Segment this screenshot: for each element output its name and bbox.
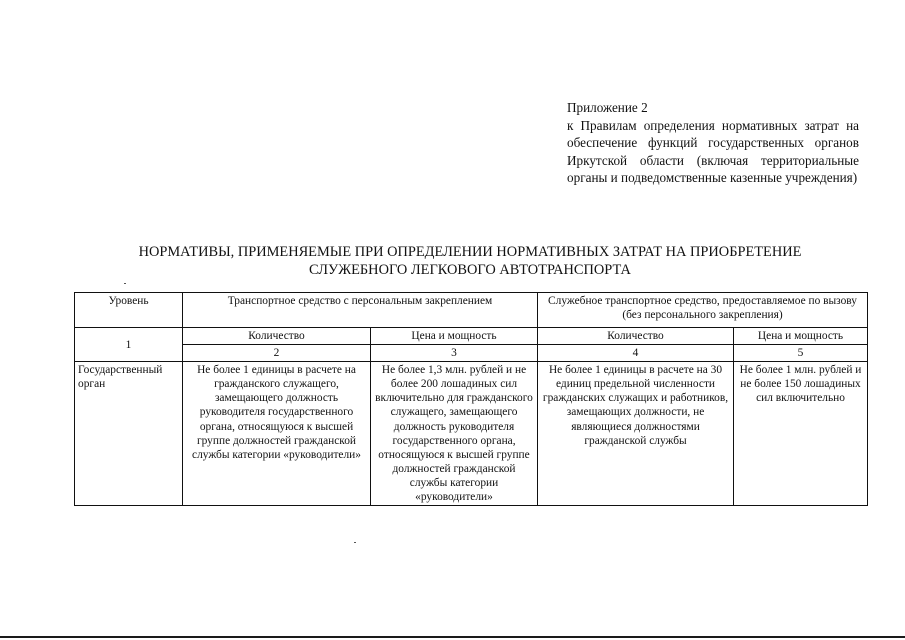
column-number-5: 5	[734, 345, 868, 362]
header-personal-price-power: Цена и мощность	[371, 328, 538, 345]
norms-table	[74, 292, 868, 506]
row-level-cell: Государственный орган	[75, 362, 183, 506]
scan-speck	[124, 283, 126, 284]
document-title-line-1: НОРМАТИВЫ, ПРИМЕНЯЕМЫЕ ПРИ ОПРЕДЕЛЕНИИ НОРМАТИВНЫХ ЗАТРАТ НА ПРИОБРЕТЕНИЕ	[138, 244, 802, 260]
document-title	[70, 243, 870, 279]
table-row	[75, 362, 868, 506]
header-on-call-quantity: Количество	[538, 328, 734, 345]
header-on-call-price-power: Цена и мощность	[734, 328, 868, 345]
column-number-2: 2	[183, 345, 371, 362]
scan-speck	[354, 542, 356, 543]
annex-block	[567, 99, 859, 187]
annex-body: к Правилам определения нормативных затрат на обеспечение функций государственных органов Иркутской области (включая территориальные органы и подведомственные казенные учреждения)	[567, 117, 859, 185]
column-numbers-row	[75, 345, 868, 362]
table-subheader-row	[75, 328, 868, 345]
column-number-3: 3	[371, 345, 538, 362]
column-number-1: 1	[75, 328, 183, 362]
column-number-4: 4	[538, 345, 734, 362]
table-header-row	[75, 293, 868, 328]
header-personal-quantity: Количество	[183, 328, 371, 345]
row-personal-price-power-cell: Не более 1,3 млн. рублей и не более 200 лошадиных сил включительно для гражданского служащего, замещающего должность руководителя государственного органа, относящуюся к высшей группе должностей гражданской службы категории «руководители»	[371, 362, 538, 506]
header-personal-group: Транспортное средство с персональным закреплением	[183, 293, 538, 328]
annex-title: Приложение 2	[567, 100, 648, 115]
row-on-call-price-power-cell: Не более 1 млн. рублей и не более 150 лошадиных сил включительно	[734, 362, 868, 506]
row-on-call-quantity-cell: Не более 1 единицы в расчете на 30 единиц предельной численности гражданских служащих и работников, замещающих должности, не являющиеся должностями гражданской службы	[538, 362, 734, 506]
row-personal-quantity-cell: Не более 1 единицы в расчете на гражданского служащего, замещающего должность руководителя государственного органа, относящуюся к высшей группе должностей гражданской службы категории «руководители»	[183, 362, 371, 506]
document-title-line-2: СЛУЖЕБНОГО ЛЕГКОВОГО АВТОТРАНСПОРТА	[309, 262, 631, 278]
scan-edge-line	[0, 636, 905, 638]
header-on-call-group: Служебное транспортное средство, предоставляемое по вызову (без персонального закрепления)	[538, 293, 868, 328]
header-level: Уровень	[75, 293, 183, 328]
